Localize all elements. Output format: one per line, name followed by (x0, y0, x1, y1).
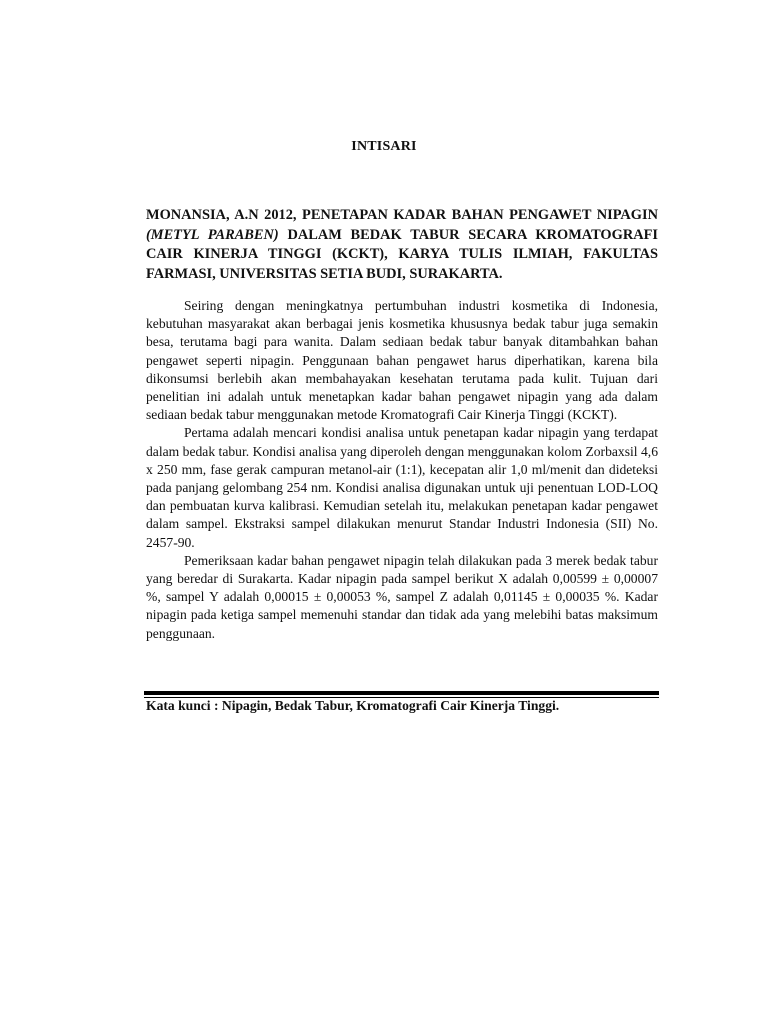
keywords-line: Kata kunci : Nipagin, Bedak Tabur, Kromatografi Cair Kinerja Tinggi. (146, 698, 560, 713)
abstract-paragraph-3: Pemeriksaan kadar bahan pengawet nipagin telah dilakukan pada 3 merek bedak tabur yang beredar di Surakarta. Kadar nipagin pada sampel berikut X adalah 0,00599 ± 0,00007 %, sampel Y adalah 0,00015 ± 0,00053 %, sampel Z adalah 0,01145 ± 0,00035 %. Kadar nipagin pada ketiga sampel memenuhi standar dan tidak ada yang melebihi batas maksimum penggunaan. (146, 552, 658, 641)
citation-block (146, 206, 658, 284)
abstract-body (146, 297, 658, 643)
citation-text-italic: (METYL PARABEN) (146, 226, 279, 243)
citation-text-rest: DALAM BEDAK TABUR SECARA KROMATOGRAFI CAIR KINERJA TINGGI (KCKT), KARYA TULIS ILMIAH, FAKULTAS FARMASI, UNIVERSITAS SETIA BUDI, SURAKARTA. (146, 226, 658, 282)
abstract-paragraph-2: Pertama adalah mencari kondisi analisa untuk penetapan kadar nipagin yang terdapat dalam bedak tabur. Kondisi analisa yang diperoleh dengan menggunakan kolom Zorbaxsil 4,6 x 250 mm, fase gerak campuran metanol-air (1:1), kecepatan alir 1,0 ml/menit dan dideteksi pada panjang gelombang 254 nm. Kondisi analisa digunakan untuk uji penentuan LOD-LOQ dan pembuatan kurva kalibrasi. Kemudian setelah itu, melakukan penetapan kadar pengawet dalam sampel. Ekstraksi sampel dilakukan menurut Standar Industri Indonesia (SII) No. 2457-90. (146, 425, 658, 550)
abstract-paragraph-1: Seiring dengan meningkatnya pertumbuhan industri kosmetika di Indonesia, kebutuhan masyarakat akan berbagai jenis kosmetika khususnya bedak tabur juga semakin besa, terutama bagi para wanita. Dalam sediaan bedak tabur banyak ditambahkan bahan pengawet seperti nipagin. Penggunaan bahan pengawet harus diperhatikan, karena bila dikonsumsi berlebih akan membahayakan kesehatan terutama pada kulit. Tujuan dari penelitian ini adalah untuk menetapkan kadar bahan pengawet nipagin yang ada dalam sediaan bedak tabur menggunakan metode Kromatografi Cair Kinerja Tinggi (KCKT). (146, 298, 658, 423)
document-title: INTISARI (351, 139, 417, 154)
citation-text-authors-title: MONANSIA, A.N 2012, PENETAPAN KADAR BAHAN PENGAWET NIPAGIN (146, 207, 658, 223)
divider-thick (144, 691, 659, 695)
